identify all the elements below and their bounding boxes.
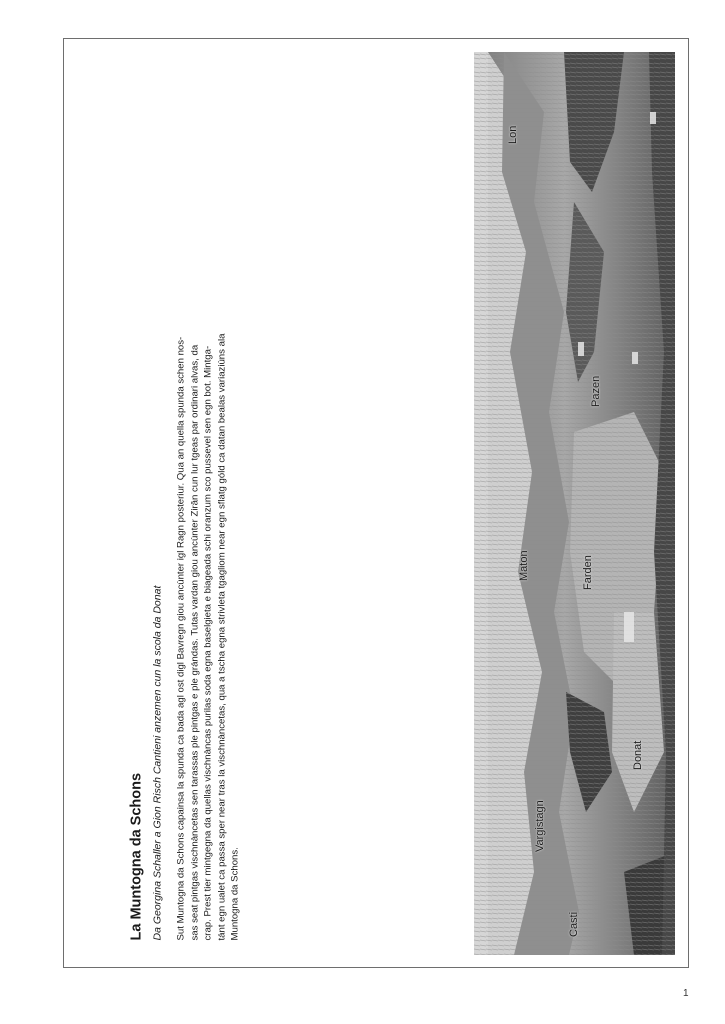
landscape-photo — [474, 52, 675, 955]
article-paragraph — [175, 94, 243, 941]
landscape-photo-drawing — [474, 52, 675, 955]
photo-label-farden: Farden — [582, 555, 594, 590]
photo-label-vargistagn: Vargistagn — [534, 800, 546, 852]
photo-label-casti: Casti — [568, 911, 580, 937]
article-text-block — [129, 94, 263, 941]
photo-label-pazen: Pazen — [590, 375, 602, 407]
page-number: 1 — [683, 988, 689, 999]
paragraph-line: sas seat pintgas vischnàncetas sen tarassas ple pintgas e ple grándas. Tutas vardan giou ancùnter Zirân cun lur tgeas par ordinari alvas, da — [189, 344, 201, 941]
article-title: La Muntogna da Schons — [128, 772, 145, 941]
photo-label-maton: Maton — [518, 550, 530, 581]
paragraph-line: tánt egn ualet ca passa sper near tras la vischnàncetas, qua a tscha egna strivleta tgagliom near egn sflatg góld ca datan bealas variaziùns ala — [216, 333, 228, 941]
photo-label-lon: Lon — [507, 125, 519, 144]
article-authors: Da Georgina Schaller a Gion Risch Cantieni anzemen cun la scola da Donat — [151, 585, 164, 941]
paragraph-line: Muntogna da Schons. — [229, 847, 241, 941]
paragraph-line: crap. Prest tier mintgegna da quellas vischnàncas purilas soda egna baselgieta e biageada schi oranzum sco pussevel sen egn bot. Mintga- — [202, 345, 214, 941]
paragraph-line: Sut Muntogna da Schons capainsa la spunda ca bada agl ost digl Bavregn giou ancùnter igl Ragn posteriur. Qua an quella spunda schen nos- — [175, 336, 187, 941]
photo-label-donat: Donat — [632, 740, 644, 770]
